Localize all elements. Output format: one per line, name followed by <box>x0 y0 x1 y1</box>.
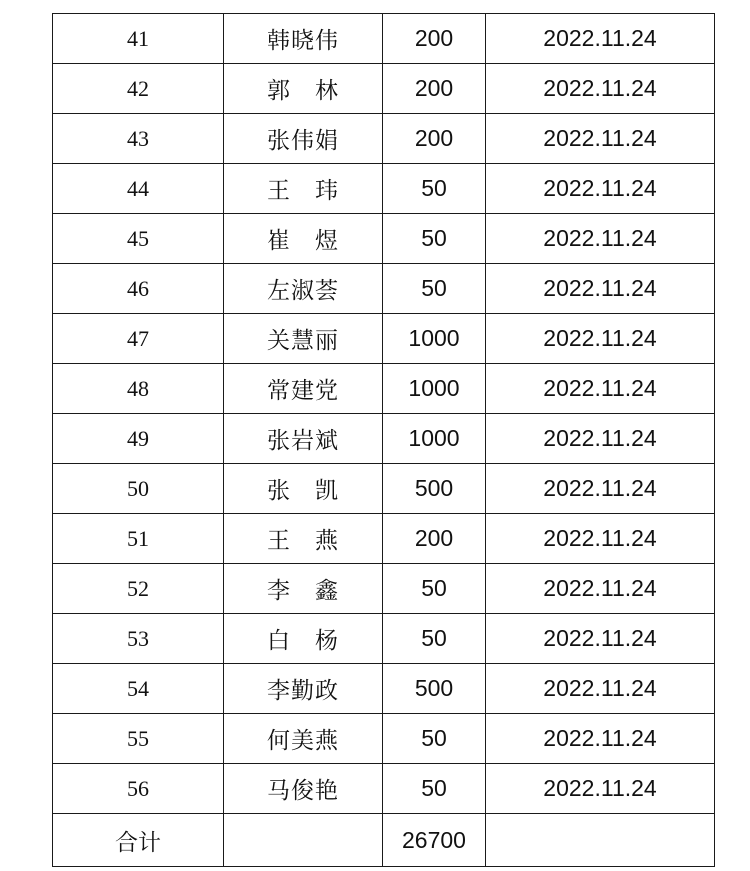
donor-name-cell: 常建党 <box>224 364 383 414</box>
donor-name-cell: 白 杨 <box>224 614 383 664</box>
row-number-cell: 49 <box>53 414 224 464</box>
date-cell: 2022.11.24 <box>486 264 715 314</box>
donation-table-body <box>53 14 715 814</box>
amount-cell: 50 <box>383 264 486 314</box>
donor-name-cell: 张伟娟 <box>224 114 383 164</box>
row-number-cell: 55 <box>53 714 224 764</box>
table-row <box>53 664 715 714</box>
date-cell: 2022.11.24 <box>486 14 715 64</box>
donor-name-cell: 王 燕 <box>224 514 383 564</box>
donor-name-cell: 郭 林 <box>224 64 383 114</box>
date-cell: 2022.11.24 <box>486 564 715 614</box>
donor-name-cell: 韩晓伟 <box>224 14 383 64</box>
total-row <box>53 814 715 867</box>
date-cell: 2022.11.24 <box>486 164 715 214</box>
amount-cell: 200 <box>383 14 486 64</box>
donation-table <box>52 13 715 867</box>
table-row <box>53 314 715 364</box>
donor-name-cell: 马俊艳 <box>224 764 383 814</box>
row-number-cell: 42 <box>53 64 224 114</box>
date-cell: 2022.11.24 <box>486 314 715 364</box>
total-date-cell <box>486 814 715 867</box>
table-row <box>53 514 715 564</box>
row-number-cell: 46 <box>53 264 224 314</box>
row-number-cell: 52 <box>53 564 224 614</box>
donor-name-cell: 崔 煜 <box>224 214 383 264</box>
amount-cell: 1000 <box>383 364 486 414</box>
row-number-cell: 54 <box>53 664 224 714</box>
date-cell: 2022.11.24 <box>486 414 715 464</box>
date-cell: 2022.11.24 <box>486 614 715 664</box>
row-number-cell: 53 <box>53 614 224 664</box>
amount-cell: 50 <box>383 564 486 614</box>
donor-name-cell: 王 玮 <box>224 164 383 214</box>
date-cell: 2022.11.24 <box>486 714 715 764</box>
amount-cell: 50 <box>383 714 486 764</box>
amount-cell: 50 <box>383 214 486 264</box>
amount-cell: 200 <box>383 114 486 164</box>
amount-cell: 200 <box>383 64 486 114</box>
row-number-cell: 47 <box>53 314 224 364</box>
row-number-cell: 45 <box>53 214 224 264</box>
table-row <box>53 64 715 114</box>
row-number-cell: 44 <box>53 164 224 214</box>
donor-name-cell: 何美燕 <box>224 714 383 764</box>
table-row <box>53 114 715 164</box>
row-number-cell: 56 <box>53 764 224 814</box>
table-row <box>53 364 715 414</box>
row-number-cell: 50 <box>53 464 224 514</box>
date-cell: 2022.11.24 <box>486 464 715 514</box>
amount-cell: 1000 <box>383 314 486 364</box>
date-cell: 2022.11.24 <box>486 64 715 114</box>
row-number-cell: 48 <box>53 364 224 414</box>
table-row <box>53 214 715 264</box>
donor-name-cell: 关慧丽 <box>224 314 383 364</box>
donor-name-cell: 李 鑫 <box>224 564 383 614</box>
date-cell: 2022.11.24 <box>486 214 715 264</box>
date-cell: 2022.11.24 <box>486 114 715 164</box>
donation-table-footer <box>53 814 715 867</box>
table-row <box>53 564 715 614</box>
table-row <box>53 464 715 514</box>
amount-cell: 50 <box>383 614 486 664</box>
row-number-cell: 51 <box>53 514 224 564</box>
date-cell: 2022.11.24 <box>486 764 715 814</box>
table-row <box>53 414 715 464</box>
amount-cell: 500 <box>383 664 486 714</box>
table-row <box>53 14 715 64</box>
total-amount-cell: 26700 <box>383 814 486 867</box>
donor-name-cell: 李勤政 <box>224 664 383 714</box>
date-cell: 2022.11.24 <box>486 364 715 414</box>
amount-cell: 500 <box>383 464 486 514</box>
table-row <box>53 264 715 314</box>
row-number-cell: 41 <box>53 14 224 64</box>
table-row <box>53 714 715 764</box>
total-label-cell: 合计 <box>53 814 224 867</box>
donor-name-cell: 左淑荟 <box>224 264 383 314</box>
row-number-cell: 43 <box>53 114 224 164</box>
amount-cell: 200 <box>383 514 486 564</box>
table-row <box>53 164 715 214</box>
donor-name-cell: 张 凯 <box>224 464 383 514</box>
amount-cell: 50 <box>383 764 486 814</box>
amount-cell: 50 <box>383 164 486 214</box>
table-row <box>53 614 715 664</box>
date-cell: 2022.11.24 <box>486 514 715 564</box>
total-name-cell <box>224 814 383 867</box>
amount-cell: 1000 <box>383 414 486 464</box>
date-cell: 2022.11.24 <box>486 664 715 714</box>
donor-name-cell: 张岩斌 <box>224 414 383 464</box>
table-row <box>53 764 715 814</box>
